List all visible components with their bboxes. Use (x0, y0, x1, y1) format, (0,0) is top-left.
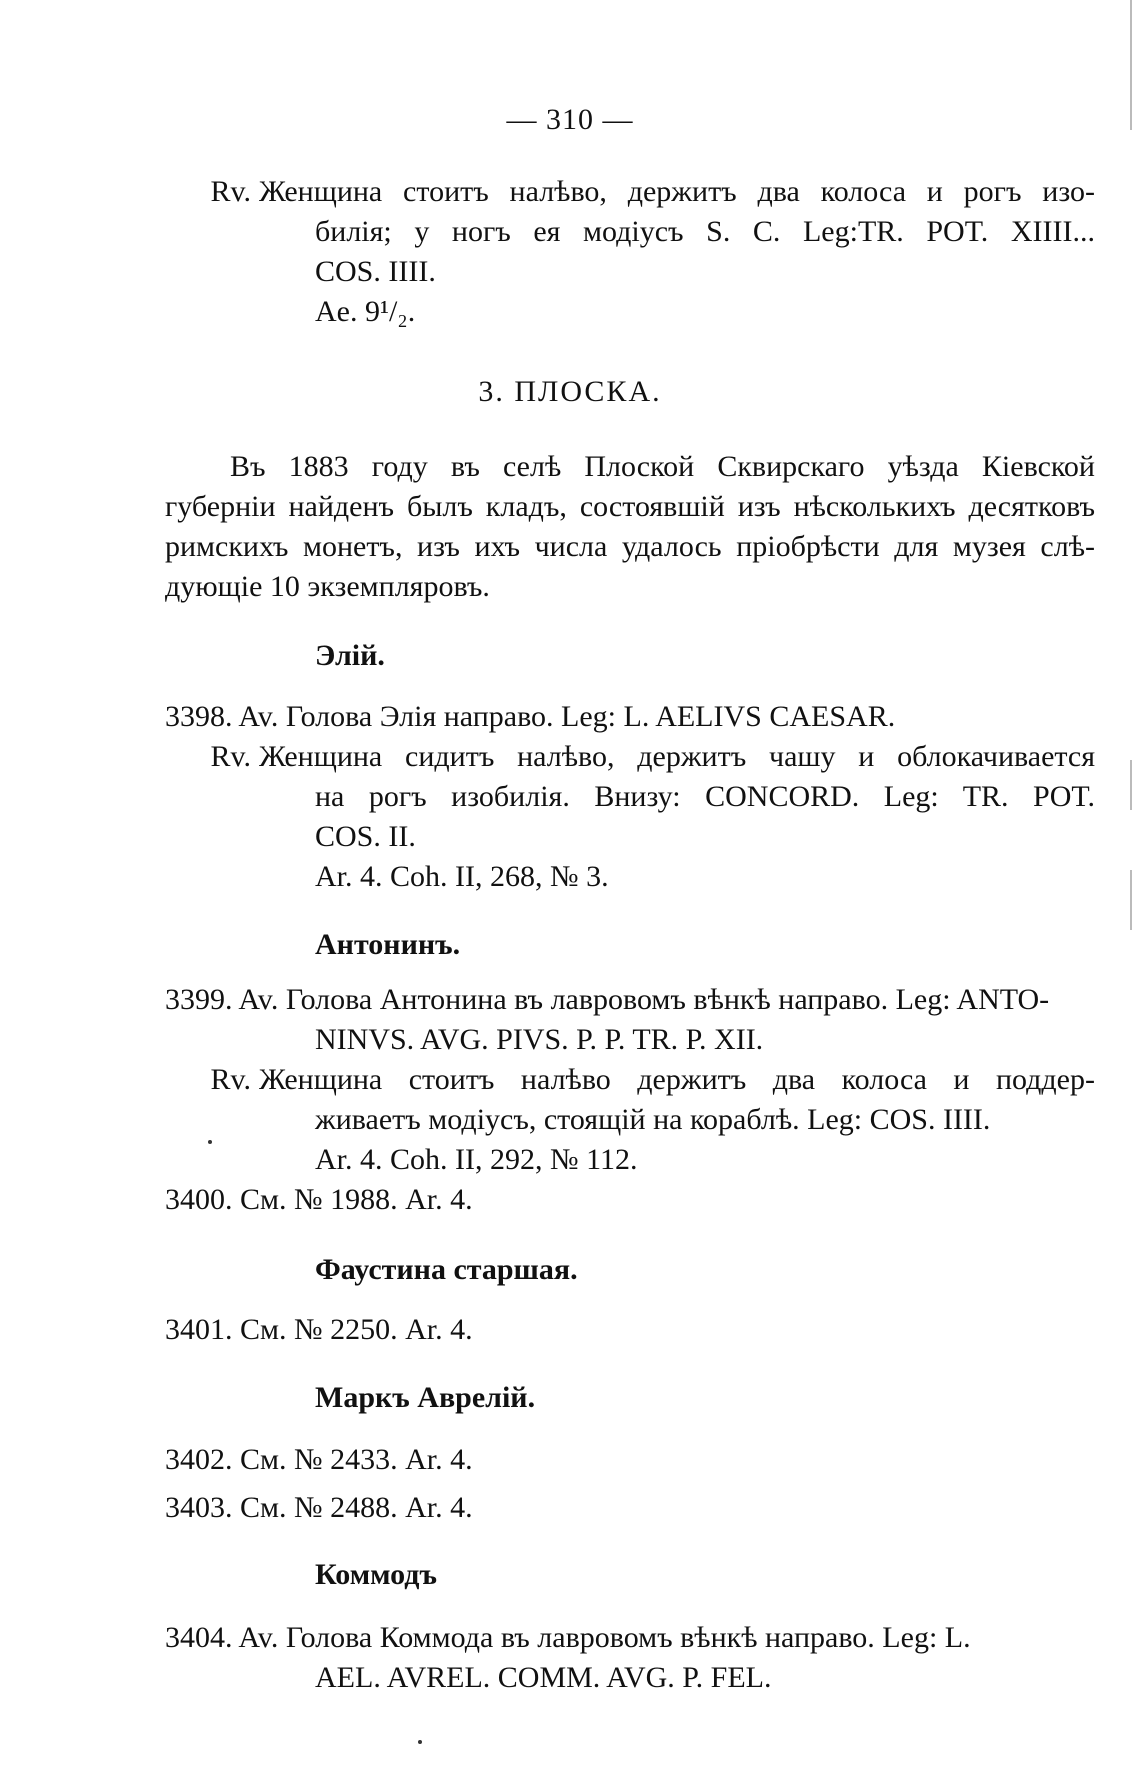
entry-number: 3398. (165, 700, 233, 733)
intro-line: римскихъ монетъ, изъ ихъ числа удалось пріобрѣсти для музея слѣ- (165, 530, 1095, 563)
entry-3402 (165, 1440, 1095, 1480)
entry-number: 3403. (165, 1491, 233, 1524)
reference-text: См. № 2488. Ar. 4. (240, 1491, 473, 1524)
entry-3399 (165, 980, 1095, 1180)
entry-number: 3402. (165, 1443, 233, 1476)
av-text: Голова Коммода въ лавровомъ вѣнкѣ направо. Leg: L. (285, 1621, 971, 1654)
entry-3401 (165, 1310, 1095, 1350)
intro-line: губерніи найденъ былъ кладъ, состоявшій изъ нѣсколькихъ десятковъ (165, 490, 1095, 523)
entry-number: 3401. (165, 1313, 233, 1346)
entry-number: 3399. (165, 983, 233, 1016)
rv-text: Женщина стоитъ налѣво держитъ два колоса и поддер- (259, 1063, 1095, 1096)
rv-label: Rv. (210, 175, 251, 208)
entry-3400 (165, 1180, 1095, 1220)
av-label: Av. (238, 700, 279, 733)
av-text: Голова Элія направо. Leg: L. AELIVS CAESAR. (285, 700, 896, 733)
av-text: NINVS. AVG. PIVS. P. P. TR. P. XII. (315, 1023, 764, 1056)
intro-line: дующіе 10 экземпляровъ. (165, 570, 490, 603)
ruler-heading: Антонинъ. (315, 928, 461, 961)
section-title: 3. ПЛОСКА. (478, 375, 662, 408)
scan-edge-line (1130, 870, 1132, 930)
entry-3398 (165, 697, 1095, 897)
entry-line: билія; у ногъ ея модіусъ S. C. Leg:TR. POT. XIIII... (315, 215, 1095, 248)
av-label: Av. (238, 1621, 279, 1654)
reference-text: Ar. 4. Coh. II, 292, № 112. (315, 1143, 638, 1176)
ruler-heading: Фаустина старшая. (315, 1253, 578, 1286)
av-text: Голова Антонина въ лавровомъ вѣнкѣ направо. Leg: ANTO- (285, 983, 1050, 1016)
ink-speck (418, 1740, 422, 1744)
reference-text: См. № 1988. Ar. 4. (240, 1183, 473, 1216)
ruler-heading: Маркъ Аврелій. (315, 1381, 536, 1414)
rv-text: на рогъ изобилія. Внизу: CONCORD. Leg: TR. POT. (315, 780, 1095, 813)
entry-line: Женщина стоитъ налѣво, держитъ два колоса и рогъ изо- (259, 175, 1095, 208)
av-label: Av. (238, 983, 279, 1016)
scan-edge-line (1130, 760, 1132, 810)
rv-text: живаетъ модіусъ, стоящій на кораблѣ. Leg: COS. IIII. (315, 1103, 991, 1136)
rv-label: Rv. (210, 1063, 251, 1096)
top-entry (165, 172, 1095, 332)
entry-number: 3404. (165, 1621, 233, 1654)
entry-number: 3400. (165, 1183, 233, 1216)
reference-text: См. № 2250. Ar. 4. (240, 1313, 473, 1346)
entry-3404 (165, 1618, 1095, 1698)
reference-text: См. № 2433. Ar. 4. (240, 1443, 473, 1476)
reference-text: Ar. 4. Coh. II, 268, № 3. (315, 860, 609, 893)
rv-text: COS. II. (315, 820, 416, 853)
page-number: — 310 — (506, 103, 634, 136)
scan-edge-line (1130, 0, 1132, 90)
ruler-heading: Коммодъ (315, 1558, 437, 1591)
ruler-heading: Элій. (315, 639, 385, 672)
ink-speck (208, 1140, 212, 1144)
entry-line: COS. IIII. (315, 255, 436, 288)
rv-label: Rv. (210, 740, 251, 773)
rv-text: Женщина сидитъ налѣво, держитъ чашу и облокачивается (259, 740, 1095, 773)
av-text: AEL. AVREL. COMM. AVG. P. FEL. (315, 1661, 772, 1694)
entry-line: Ae. 9¹/₂. (315, 295, 416, 328)
entry-3403 (165, 1488, 1095, 1528)
section-intro (165, 447, 1095, 607)
intro-line: Въ 1883 году въ селѣ Плоской Сквирскаго уѣзда Кіевской (230, 450, 1095, 483)
